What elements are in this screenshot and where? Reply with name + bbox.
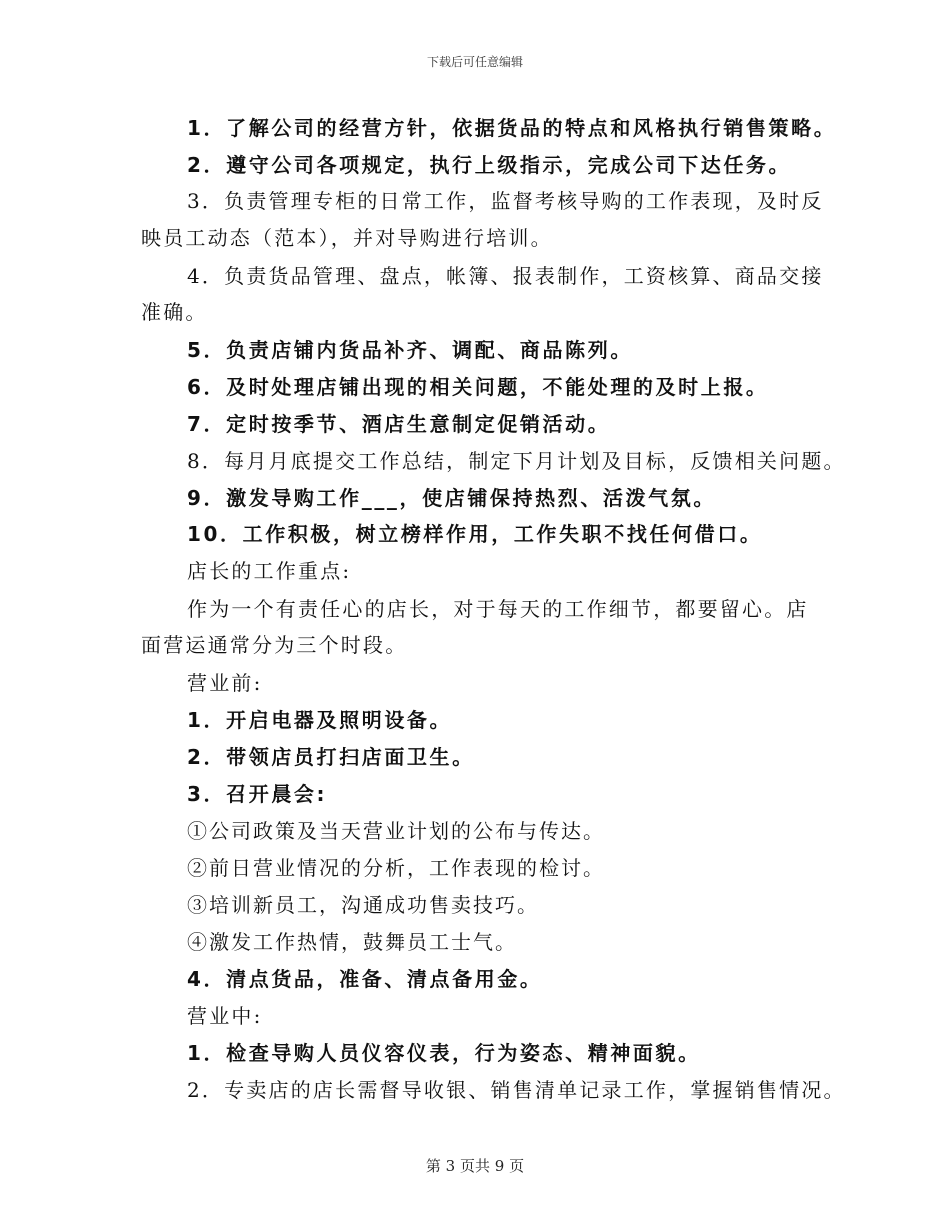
during-item-2: 2．专卖店的店长需督导收银、销售清单记录工作，掌握销售情况。 bbox=[187, 1078, 846, 1102]
duty-item-1: 1．了解公司的经营方针，依据货品的特点和风格执行销售策略。 bbox=[187, 116, 837, 140]
duty-item-6: 6．及时处理店铺出现的相关问题，不能处理的及时上报。 bbox=[187, 375, 769, 399]
meeting-point-1: ①公司政策及当天营业计划的公布与传达。 bbox=[187, 819, 605, 843]
duty-item-8: 8．每月月底提交工作总结，制定下月计划及目标，反馈相关问题。 bbox=[187, 449, 846, 473]
during-item-1: 1．检查导购人员仪容仪表，行为姿态、精神面貌。 bbox=[187, 1041, 701, 1065]
section-heading-before: 营业前: bbox=[187, 671, 263, 695]
duty-item-4-cont: 准确。 bbox=[141, 300, 208, 324]
before-item-1: 1．开启电器及照明设备。 bbox=[187, 708, 453, 732]
duty-item-3-cont: 映员工动态（范本），并对导购进行培训。 bbox=[141, 226, 553, 250]
duty-item-3: 3．负责管理专柜的日常工作，监督考核导购的工作表现，及时反 bbox=[187, 189, 824, 213]
paragraph-intro-cont: 面营运通常分为三个时段。 bbox=[141, 633, 408, 657]
meeting-point-3: ③培训新员工，沟通成功售卖技巧。 bbox=[187, 893, 539, 917]
page-header: 下载后可任意编辑 bbox=[426, 55, 523, 69]
duty-item-5: 5．负责店铺内货品补齐、调配、商品陈列。 bbox=[187, 338, 633, 362]
before-item-2: 2．带领店员打扫店面卫生。 bbox=[187, 745, 475, 769]
before-item-3: 3．召开晨会: bbox=[187, 782, 328, 806]
section-heading-during: 营业中: bbox=[187, 1004, 263, 1028]
page-footer: 第 3 页共 9 页 bbox=[425, 1157, 525, 1175]
before-item-4: 4．清点货品，准备、清点备用金。 bbox=[187, 967, 543, 991]
meeting-point-2: ②前日营业情况的分析，工作表现的检讨。 bbox=[187, 856, 605, 880]
paragraph-intro: 作为一个有责任心的店长，对于每天的工作细节，都要留心。店 bbox=[187, 597, 809, 621]
duty-item-7: 7．定时按季节、酒店生意制定促销活动。 bbox=[187, 412, 611, 436]
section-heading-focus: 店长的工作重点: bbox=[187, 559, 352, 583]
duty-item-4: 4．负责货品管理、盘点，帐簿、报表制作，工资核算、商品交接 bbox=[187, 264, 824, 288]
duty-item-2: 2．遵守公司各项规定，执行上级指示，完成公司下达任务。 bbox=[187, 153, 792, 177]
duty-item-10: 10．工作积极，树立榜样作用，工作失职不找任何借口。 bbox=[187, 522, 763, 546]
duty-item-9: 9．激发导购工作___，使店铺保持热烈、活泼气氛。 bbox=[187, 486, 716, 510]
meeting-point-4: ④激发工作热情，鼓舞员工士气。 bbox=[187, 930, 517, 954]
